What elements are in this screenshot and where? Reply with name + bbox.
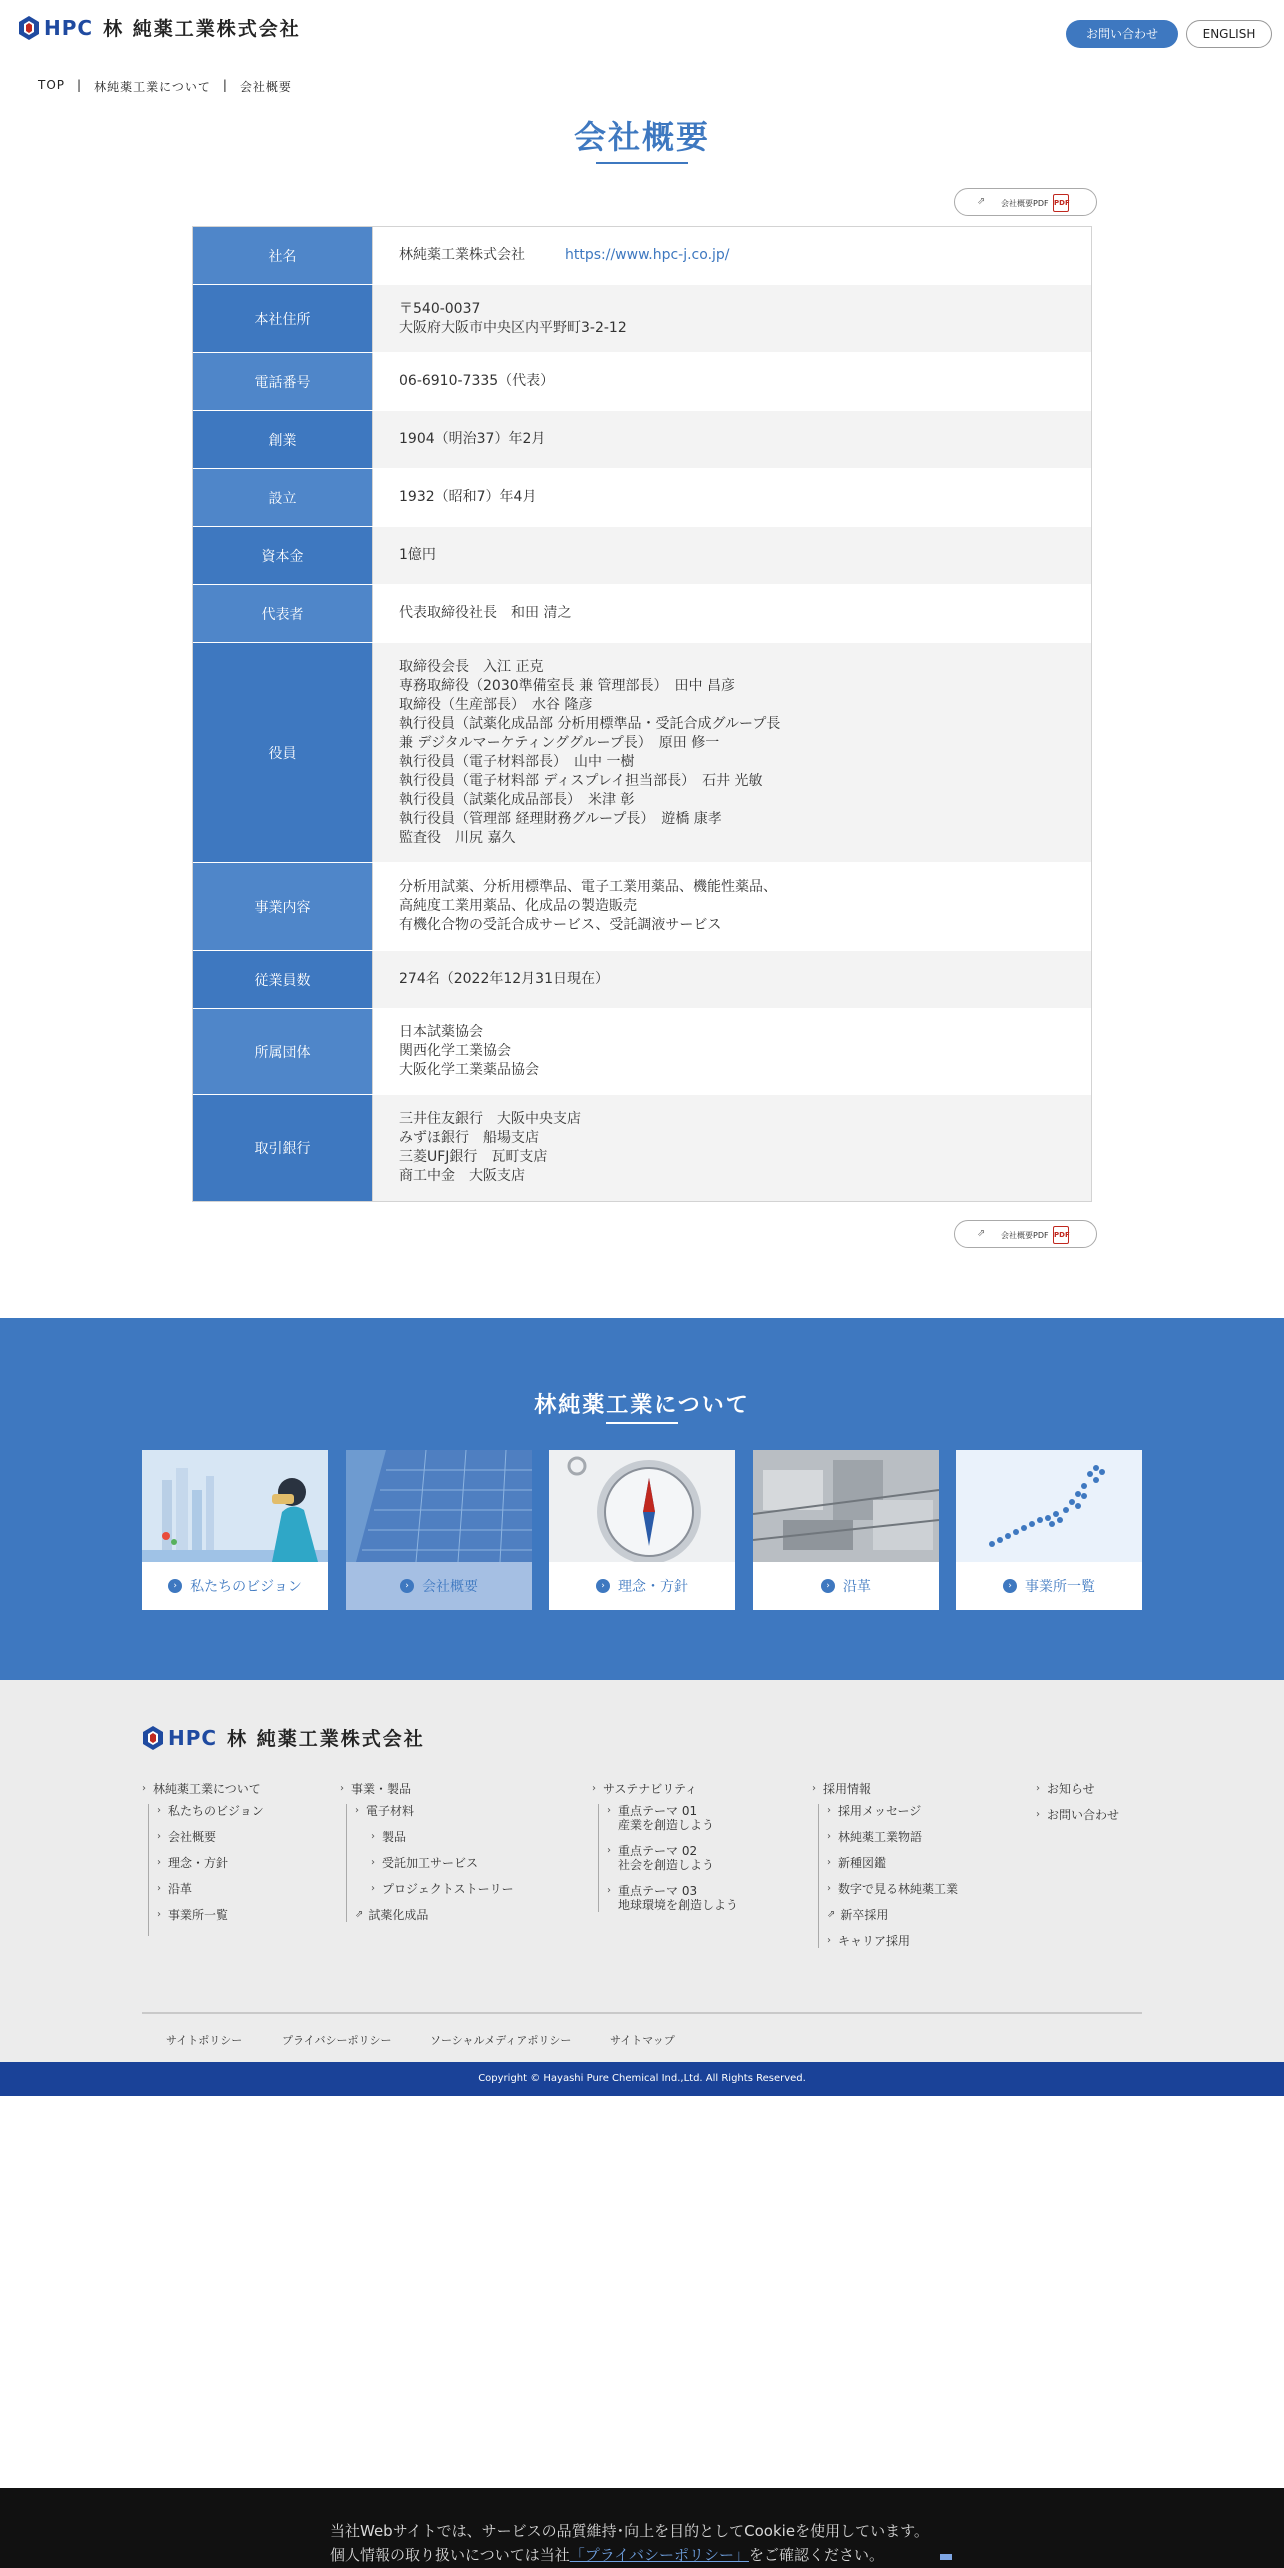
bank-line: みずほ銀行 船場支店 xyxy=(399,1130,539,1146)
footer-link-label: キャリア採用 xyxy=(838,1934,911,1948)
external-link-icon: ⇗ xyxy=(827,1909,836,1920)
business-line: 高純度工業用薬品、化成品の製造販売 xyxy=(399,898,637,914)
footer-link-contract-processing[interactable] xyxy=(371,1856,514,1870)
footer-link-label: 林純薬工業物語 xyxy=(838,1830,923,1844)
footer-link-label: プロジェクトストーリー xyxy=(382,1882,514,1896)
table-header-cell: 代表者 xyxy=(193,585,373,642)
external-link-icon: ⇗ xyxy=(977,196,986,207)
officer-line: 監査役 川尻 嘉久 xyxy=(399,829,516,846)
contact-button[interactable]: お問い合わせ xyxy=(1066,20,1178,48)
card-caption xyxy=(549,1562,735,1610)
footer-link-sublabel: 地球環境を創造しよう xyxy=(618,1898,739,1912)
logo-hpc-text: HPC xyxy=(44,15,94,40)
footer-link-vision[interactable] xyxy=(157,1804,264,1818)
chevron-right-icon: › xyxy=(1036,1782,1040,1794)
table-value-cell xyxy=(373,285,1091,352)
cookie-text: をご確認ください。 xyxy=(748,2546,884,2564)
table-value-cell xyxy=(373,527,1091,584)
officer-line: 執行役員（試薬化成品部長） 米津 彰 xyxy=(399,791,635,808)
footer-link-theme-02[interactable] xyxy=(607,1844,738,1872)
association-line: 大阪化学工業薬品協会 xyxy=(399,1062,539,1078)
bank-line: 三菱UFJ銀行 瓦町支店 xyxy=(399,1149,548,1165)
table-value-cell xyxy=(373,1095,1091,1201)
footer-col-business xyxy=(340,1780,514,1934)
logo-hpc-text: HPC xyxy=(168,1725,218,1750)
cookie-message-line1: 当社Webサイトでは、サービスの品質維持･向上を目的としてCookieを使用しています。 xyxy=(330,2522,929,2540)
association-line: 関西化学工業協会 xyxy=(399,1043,511,1059)
footer-link-label: 重点テーマ 03 xyxy=(618,1884,698,1898)
table-header-cell: 役員 xyxy=(193,643,373,862)
breadcrumb xyxy=(38,78,292,95)
footer-link-label: 数字で見る林純薬工業 xyxy=(838,1882,959,1896)
footer-link-electronic-materials[interactable] xyxy=(355,1804,514,1818)
footer-link-sitemap[interactable]: サイトマップ xyxy=(610,2034,675,2047)
hpc-logo-mark-icon xyxy=(18,15,40,41)
footer-head-label: 林純薬工業について xyxy=(153,1781,261,1796)
footer-link-offices[interactable] xyxy=(157,1908,264,1922)
footer-link-label: 製品 xyxy=(382,1830,407,1844)
table-value-cell xyxy=(373,951,1091,1008)
table-value-cell xyxy=(373,469,1091,526)
card-label: 私たちのビジョン xyxy=(190,1579,302,1595)
company-pdf-button-top[interactable] xyxy=(954,188,1097,216)
chevron-right-icon: › xyxy=(827,1857,831,1868)
vision-image xyxy=(142,1450,328,1562)
cookie-accept-button[interactable] xyxy=(940,2554,952,2560)
chevron-right-icon: › xyxy=(607,1845,611,1856)
breadcrumb-about[interactable]: 林純薬工業について xyxy=(94,80,211,94)
card-label: 沿革 xyxy=(843,1579,871,1595)
established-value: 1932（昭和7）年4月 xyxy=(399,489,537,505)
card-label: 会社概要 xyxy=(422,1579,478,1595)
table-header-cell: 所属団体 xyxy=(193,1009,373,1094)
about-card-company-overview[interactable] xyxy=(346,1450,532,1610)
site-header xyxy=(0,0,1284,70)
footer-col-recruit xyxy=(812,1780,958,1960)
hpc-logo-mark-icon xyxy=(142,1725,164,1751)
arrow-circle-icon: › xyxy=(1003,1579,1017,1593)
business-line: 分析用試薬、分析用標準品、電子工業用薬品、機能性薬品、 xyxy=(399,879,777,895)
footer-link-numbers[interactable] xyxy=(827,1882,958,1896)
chevron-right-icon: › xyxy=(607,1805,611,1816)
table-header-cell: 資本金 xyxy=(193,527,373,584)
bank-line: 三井住友銀行 大阪中央支店 xyxy=(399,1111,581,1127)
company-website-link[interactable]: https://www.hpc-j.co.jp/ xyxy=(565,247,730,263)
phone-value: 06-6910-7335（代表） xyxy=(399,373,555,389)
officer-line: 執行役員（管理部 経理財務グループ長） 遊橋 康孝 xyxy=(399,810,722,827)
footer-link-theme-03[interactable] xyxy=(607,1884,738,1912)
bank-line: 商工中金 大阪支店 xyxy=(399,1168,525,1184)
table-row-capital xyxy=(193,527,1091,585)
footer-link-contact[interactable] xyxy=(1036,1806,1119,1822)
table-row-company-name xyxy=(193,227,1091,285)
footer-link-label: 重点テーマ 02 xyxy=(618,1844,698,1858)
footer-link-label: 採用メッセージ xyxy=(838,1804,922,1818)
officer-line: 兼 デジタルマーケティンググループ長） 原田 修一 xyxy=(399,734,720,751)
table-row-address xyxy=(193,285,1091,353)
table-row-representative xyxy=(193,585,1091,643)
pdf-icon: PDF xyxy=(1053,1226,1069,1244)
external-link-icon: ⇗ xyxy=(977,1228,986,1239)
breadcrumb-separator: | xyxy=(222,78,228,92)
table-header-cell: 本社住所 xyxy=(193,285,373,352)
footer-link-new-grad[interactable] xyxy=(827,1908,958,1922)
footer-link-label: 新卒採用 xyxy=(840,1908,889,1922)
footer-head-label: 事業・製品 xyxy=(351,1781,412,1796)
table-value-cell xyxy=(373,863,1091,950)
about-section-title: 林純薬工業について xyxy=(534,1393,750,1418)
chevron-right-icon: › xyxy=(827,1883,831,1894)
page-title: 会社概要 xyxy=(573,118,710,156)
table-value-cell xyxy=(373,643,1091,862)
arrow-circle-icon: › xyxy=(168,1579,182,1593)
footer-link-overview[interactable] xyxy=(157,1830,264,1844)
footer-head-label: お問い合わせ xyxy=(1047,1807,1120,1822)
breadcrumb-separator: | xyxy=(77,78,83,92)
footer-link-sustainability[interactable] xyxy=(592,1780,738,1796)
table-row-associations xyxy=(193,1009,1091,1095)
building-image xyxy=(346,1450,532,1562)
footer-link-recruit[interactable] xyxy=(812,1780,958,1796)
company-pdf-button-bottom[interactable] xyxy=(954,1220,1097,1248)
chevron-right-icon: › xyxy=(827,1935,831,1946)
business-line: 有機化合物の受託合成サービス、受託調液サービス xyxy=(399,917,722,933)
table-value-cell xyxy=(373,353,1091,410)
footer-logo[interactable] xyxy=(142,1724,425,1751)
table-value-cell xyxy=(373,1009,1091,1094)
officer-line: 執行役員（試薬化成品部 分析用標準品・受託合成グループ長 xyxy=(399,715,781,732)
officer-line: 取締役（生産部長） 水谷 隆彦 xyxy=(399,696,593,713)
footer-link-story[interactable] xyxy=(827,1830,958,1844)
footer-sublist xyxy=(598,1804,738,1912)
pdf-button-label: 会社概要PDF xyxy=(1001,1231,1049,1240)
table-header-cell: 従業員数 xyxy=(193,951,373,1008)
footer-link-business[interactable] xyxy=(340,1780,514,1796)
table-row-business xyxy=(193,863,1091,951)
footer-link-recruit-message[interactable] xyxy=(827,1804,958,1818)
chevron-right-icon: › xyxy=(157,1857,161,1868)
card-caption xyxy=(142,1562,328,1610)
footer-link-reagents[interactable] xyxy=(355,1908,514,1922)
footer-link-news[interactable] xyxy=(1036,1780,1119,1796)
pdf-icon: PDF xyxy=(1053,194,1069,212)
table-header-cell: 取引銀行 xyxy=(193,1095,373,1201)
footer-link-about[interactable] xyxy=(142,1780,264,1796)
footer-link-label: 試薬化成品 xyxy=(368,1908,429,1922)
chevron-right-icon: › xyxy=(607,1885,611,1896)
officer-line: 執行役員（電子材料部 ディスプレイ担当部長） 石井 光敏 xyxy=(399,772,763,789)
footer-link-label: 受託加工サービス xyxy=(382,1856,479,1870)
footer-link-sublabel: 社会を創造しよう xyxy=(618,1858,715,1872)
history-image xyxy=(753,1450,939,1562)
breadcrumb-current: 会社概要 xyxy=(239,80,292,94)
chevron-right-icon: › xyxy=(592,1782,596,1794)
table-row-banks xyxy=(193,1095,1091,1201)
officer-line: 執行役員（電子材料部長） 山中 一樹 xyxy=(399,753,635,770)
chevron-right-icon: › xyxy=(157,1883,161,1894)
table-row-founded xyxy=(193,411,1091,469)
japan-map-image xyxy=(956,1450,1142,1562)
copyright: Copyright © Hayashi Pure Chemical Ind.,Ltd. All Rights Reserved. xyxy=(0,2062,1284,2096)
external-link-icon: ⇗ xyxy=(355,1909,364,1920)
footer-link-career[interactable] xyxy=(827,1934,958,1948)
logo-company-name: 林 純薬工業株式会社 xyxy=(103,18,301,40)
logo-company-name: 林 純薬工業株式会社 xyxy=(227,1728,425,1750)
card-caption xyxy=(346,1562,532,1610)
about-card-philosophy[interactable] xyxy=(549,1450,735,1610)
table-value-cell xyxy=(373,585,1091,642)
arrow-circle-icon: › xyxy=(596,1579,610,1593)
compass-image xyxy=(549,1450,735,1562)
company-name-value: 林純薬工業株式会社 xyxy=(399,247,525,263)
about-card-offices[interactable] xyxy=(956,1450,1142,1610)
card-label: 理念・方針 xyxy=(618,1579,688,1595)
about-title-underline xyxy=(606,1422,678,1424)
card-caption xyxy=(753,1562,939,1610)
footer-link-label: 沿革 xyxy=(168,1882,193,1896)
arrow-circle-icon: › xyxy=(821,1579,835,1593)
footer-link-philosophy[interactable] xyxy=(157,1856,264,1870)
about-section xyxy=(0,1318,1284,1680)
chevron-right-icon: › xyxy=(827,1831,831,1842)
privacy-policy-link[interactable]: 「プライバシーポリシー」 xyxy=(569,2546,749,2564)
english-button[interactable]: ENGLISH xyxy=(1186,20,1272,48)
footer-head-label: サステナビリティ xyxy=(603,1781,698,1796)
site-logo[interactable] xyxy=(18,14,301,41)
footer-link-label: 事業所一覧 xyxy=(168,1908,229,1922)
chevron-right-icon: › xyxy=(371,1857,375,1868)
table-row-officers xyxy=(193,643,1091,863)
table-header-cell: 創業 xyxy=(193,411,373,468)
table-row-employees xyxy=(193,951,1091,1009)
chevron-right-icon: › xyxy=(157,1831,161,1842)
chevron-right-icon: › xyxy=(371,1883,375,1894)
chevron-right-icon: › xyxy=(142,1782,146,1794)
footer-link-theme-01[interactable] xyxy=(607,1804,738,1832)
chevron-right-icon: › xyxy=(157,1805,161,1816)
footer-link-label: 重点テーマ 01 xyxy=(618,1804,698,1818)
footer-col-sustainability xyxy=(592,1780,738,1924)
footer-link-privacy-policy[interactable]: プライバシーポリシー xyxy=(282,2034,392,2047)
footer-link-label: 電子材料 xyxy=(366,1804,415,1818)
address-line: 〒540-0037 xyxy=(399,300,481,317)
chevron-right-icon: › xyxy=(1036,1808,1040,1820)
breadcrumb-top[interactable]: TOP xyxy=(38,78,66,92)
site-footer xyxy=(0,1680,1284,2062)
table-value-cell xyxy=(373,227,1091,284)
about-card-history[interactable] xyxy=(753,1450,939,1610)
officer-line: 取締役会長 入江 正克 xyxy=(399,658,544,675)
footer-sublist xyxy=(818,1804,958,1948)
chevron-right-icon: › xyxy=(157,1909,161,1920)
footer-sublist xyxy=(346,1804,514,1922)
footer-sublist xyxy=(148,1804,264,1936)
footer-link-sublabel: 産業を創造しよう xyxy=(618,1818,715,1832)
footer-link-label: 新種図鑑 xyxy=(838,1856,887,1870)
chevron-right-icon: › xyxy=(340,1782,344,1794)
about-card-vision[interactable] xyxy=(142,1450,328,1610)
chevron-right-icon: › xyxy=(355,1805,359,1816)
footer-head-label: お知らせ xyxy=(1047,1781,1095,1796)
footer-col-about xyxy=(142,1780,264,1936)
footer-link-label: 理念・方針 xyxy=(168,1856,229,1870)
cookie-banner xyxy=(0,2488,1284,2568)
chevron-right-icon: › xyxy=(827,1805,831,1816)
representative-value: 代表取締役社長 和田 清之 xyxy=(399,605,572,621)
footer-link-social-media-policy[interactable]: ソーシャルメディアポリシー xyxy=(430,2034,572,2047)
table-header-cell: 設立 xyxy=(193,469,373,526)
footer-link-project-story[interactable] xyxy=(371,1882,514,1896)
footer-link-label: 会社概要 xyxy=(168,1830,217,1844)
table-header-cell: 事業内容 xyxy=(193,863,373,950)
footer-divider xyxy=(142,2012,1142,2014)
footer-link-history[interactable] xyxy=(157,1882,264,1896)
card-caption xyxy=(956,1562,1142,1610)
table-header-cell: 電話番号 xyxy=(193,353,373,410)
footer-link-label: 私たちのビジョン xyxy=(168,1804,264,1818)
card-label: 事業所一覧 xyxy=(1025,1579,1095,1595)
footer-link-encyclopedia[interactable] xyxy=(827,1856,958,1870)
employees-value: 274名（2022年12月31日現在） xyxy=(399,971,609,987)
footer-col-misc xyxy=(1036,1780,1119,1822)
footer-link-products[interactable] xyxy=(371,1830,514,1844)
table-row-established xyxy=(193,469,1091,527)
founded-value: 1904（明治37）年2月 xyxy=(399,431,546,447)
arrow-circle-icon: › xyxy=(400,1579,414,1593)
officer-line: 専務取締役（2030準備室長 兼 管理部長） 田中 昌彦 xyxy=(399,677,735,694)
chevron-right-icon: › xyxy=(371,1831,375,1842)
association-line: 日本試薬協会 xyxy=(399,1024,483,1040)
cookie-text: 個人情報の取り扱いについては当社 xyxy=(330,2546,570,2564)
company-info-table xyxy=(192,226,1092,1202)
pdf-button-label: 会社概要PDF xyxy=(1001,199,1049,208)
footer-head-label: 採用情報 xyxy=(823,1781,872,1796)
title-underline xyxy=(596,162,688,164)
table-value-cell xyxy=(373,411,1091,468)
capital-value: 1億円 xyxy=(399,547,436,563)
cookie-message-line2 xyxy=(330,2544,884,2565)
table-header-cell: 社名 xyxy=(193,227,373,284)
address-line: 大阪府大阪市中央区内平野町3-2-12 xyxy=(399,319,627,336)
chevron-right-icon: › xyxy=(812,1782,816,1794)
table-row-phone xyxy=(193,353,1091,411)
footer-link-site-policy[interactable]: サイトポリシー xyxy=(166,2034,243,2047)
